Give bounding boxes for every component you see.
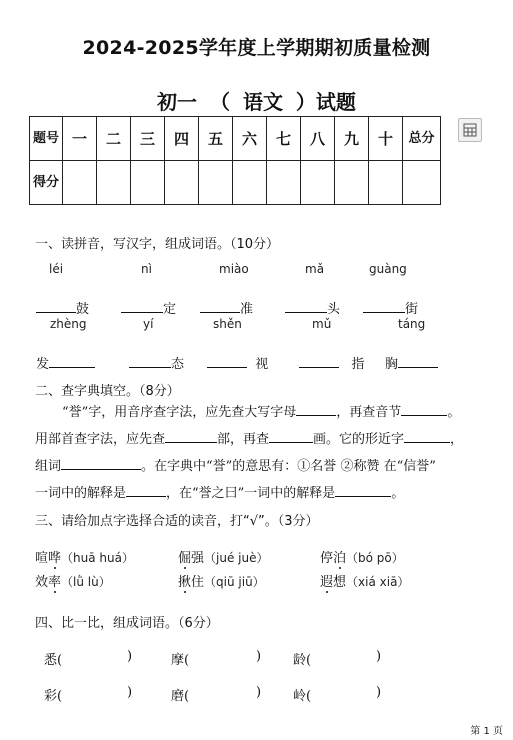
answer-blank[interactable] (404, 430, 450, 443)
q2-line: 组词 。在字典中“誉”的意思有：①名誉 ②称赞 在“信誉” (35, 459, 436, 474)
answer-blank[interactable] (363, 300, 405, 313)
pronunciation-item: 喧哗（huā huá） (35, 551, 134, 566)
answer-blank[interactable] (165, 430, 217, 443)
compare-item: 磨( (171, 689, 190, 704)
pronunciation-item: 倔强（jué juè） (178, 551, 269, 566)
fill-item: 发 (36, 353, 95, 372)
q1-heading: 一、读拼音，写汉字，组成词语。（10分） (35, 237, 280, 252)
pinyin: shěn (213, 317, 242, 331)
score-cell[interactable] (131, 161, 165, 205)
fill-item: 鼓 (36, 298, 89, 317)
pronunciation-item: 停泊（bó pō） (320, 551, 404, 566)
pinyin: miào (219, 262, 249, 276)
score-cell[interactable] (165, 161, 199, 205)
pinyin: yí (143, 317, 154, 331)
answer-blank[interactable] (49, 355, 95, 368)
q2-line: 用部首查字法，应先查 部，再查 画。它的形近字 ， (35, 432, 464, 447)
compare-item: ) (376, 685, 382, 700)
pronunciation-item: 遐想（xiá xiā） (320, 575, 410, 590)
score-cell[interactable] (301, 161, 335, 205)
exam-title: 2024-2025学年度上学期期初质量检测 (82, 37, 431, 59)
answer-blank[interactable] (36, 300, 76, 313)
pinyin: léi (49, 262, 64, 276)
col-header: 四 (165, 117, 199, 161)
col-header: 三 (131, 117, 165, 161)
pinyin: zhèng (50, 317, 87, 331)
score-table (29, 116, 441, 205)
pinyin: guàng (369, 262, 407, 276)
table-select-icon[interactable] (458, 118, 482, 142)
score-cell[interactable] (63, 161, 97, 205)
compare-item: ) (127, 649, 133, 664)
col-header: 八 (301, 117, 335, 161)
fill-item: 指 (299, 353, 364, 372)
score-cell[interactable] (369, 161, 403, 205)
page-number: 第 1 页 (470, 726, 503, 737)
compare-item: 岭( (293, 689, 312, 704)
row-label-score: 得分 (30, 161, 63, 205)
fill-item: 态 (129, 353, 184, 372)
score-cell[interactable] (267, 161, 301, 205)
q2-line: “誉”字，用音序查字法，应先查大写字母 ，再查音节 。 (62, 405, 461, 420)
score-cell[interactable] (233, 161, 267, 205)
compare-item: ) (127, 685, 133, 700)
col-header-total: 总分 (403, 117, 441, 161)
q2-heading: 二、查字典填空。（8分） (35, 384, 180, 399)
compare-item: ) (256, 685, 262, 700)
compare-item: ) (376, 649, 382, 664)
q4-heading: 四、比一比，组成词语。（6分） (35, 616, 219, 631)
compare-item: 摩( (171, 653, 190, 668)
pinyin: mǎ (305, 262, 325, 276)
col-header: 二 (97, 117, 131, 161)
answer-blank[interactable] (207, 355, 247, 368)
answer-blank[interactable] (285, 300, 327, 313)
compare-item: 彩( (44, 689, 63, 704)
compare-item: 龄( (293, 653, 312, 668)
fill-item: 准 (200, 298, 253, 317)
pronunciation-item: 揪住（qiū jiū） (178, 575, 265, 590)
q3-heading: 三、请给加点字选择合适的读音，打“√”。（3分） (35, 514, 319, 529)
answer-blank[interactable] (61, 457, 141, 470)
score-cell[interactable] (97, 161, 131, 205)
answer-blank[interactable] (200, 300, 240, 313)
answer-blank[interactable] (299, 355, 339, 368)
col-header: 六 (233, 117, 267, 161)
answer-blank[interactable] (335, 484, 391, 497)
col-header: 一 (63, 117, 97, 161)
pinyin: táng (398, 317, 426, 331)
answer-blank[interactable] (269, 430, 313, 443)
col-header: 九 (335, 117, 369, 161)
answer-blank[interactable] (296, 403, 336, 416)
fill-item: 胸 (385, 353, 438, 372)
answer-blank[interactable] (129, 355, 171, 368)
answer-blank[interactable] (126, 484, 166, 497)
fill-item: 街 (363, 298, 418, 317)
answer-blank[interactable] (121, 300, 163, 313)
fill-item: 头 (285, 298, 340, 317)
col-header: 十 (369, 117, 403, 161)
q2-line: 一词中的解释是 ，在“誉之曰”一词中的解释是 。 (35, 486, 405, 501)
fill-item: 定 (121, 298, 176, 317)
compare-item: ) (256, 649, 262, 664)
fill-item: 视 (207, 353, 268, 372)
score-cell[interactable] (335, 161, 369, 205)
pinyin: nì (141, 262, 152, 276)
pronunciation-item: 效率（lǜ lù） (35, 575, 111, 590)
answer-blank[interactable] (398, 355, 438, 368)
col-header: 七 (267, 117, 301, 161)
answer-blank[interactable] (401, 403, 447, 416)
exam-subtitle: 初一 （ 语文 ）试题 (157, 90, 356, 114)
compare-item: 悉( (44, 653, 63, 668)
pinyin: mǔ (312, 317, 332, 331)
score-cell-total[interactable] (403, 161, 441, 205)
col-header: 五 (199, 117, 233, 161)
score-cell[interactable] (199, 161, 233, 205)
row-label-question-number: 题号 (30, 117, 63, 161)
